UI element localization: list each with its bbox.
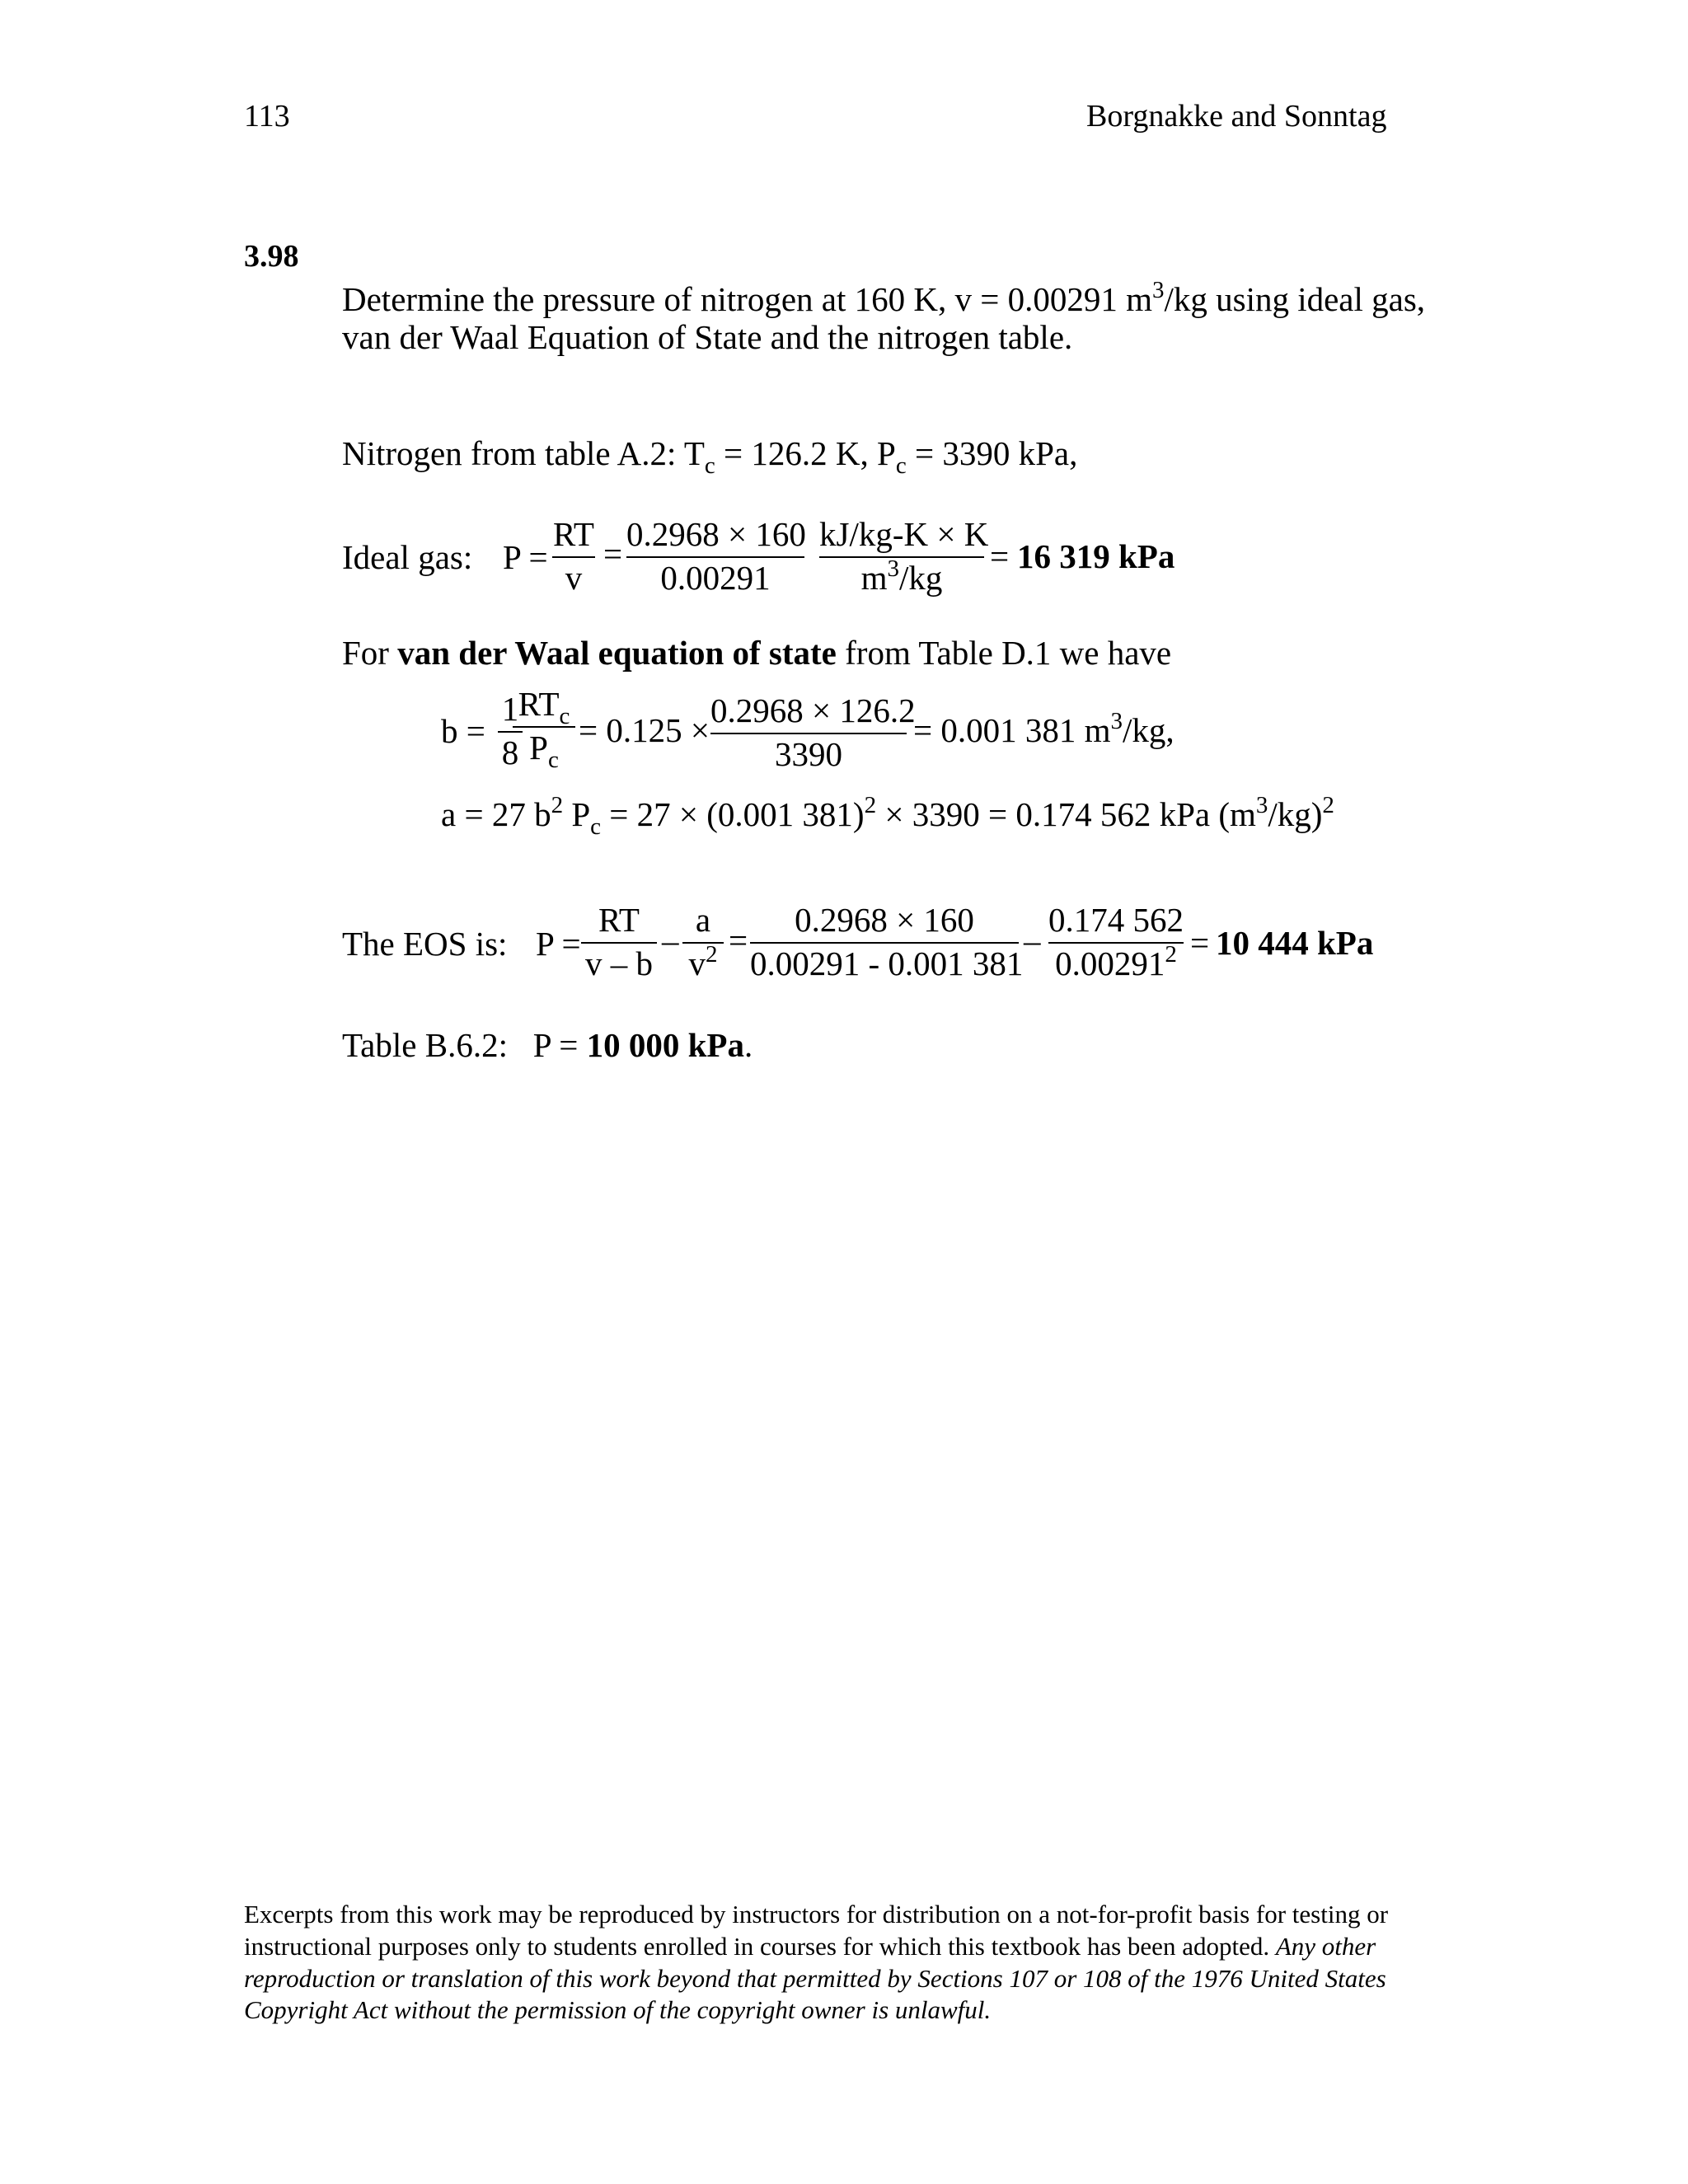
a-sup2: 2 — [864, 792, 877, 818]
ideal-gas-frac2-numerator: 0.2968 × 160 — [626, 518, 804, 558]
a-equation — [441, 792, 1334, 840]
b-lhs: b = — [441, 712, 485, 750]
b-result-a: = 0.001 381 m — [913, 711, 1111, 749]
critical-properties-line — [342, 434, 1078, 479]
pc-value: = 3390 kPa, — [906, 434, 1078, 472]
ideal-gas-frac1-denominator: v — [565, 559, 583, 597]
a-part3: = 27 × (0.001 381) — [601, 795, 865, 833]
b-frac1-numerator: 1 — [498, 692, 523, 733]
eos-minus-2: – — [1024, 921, 1041, 959]
eos-v: v — [688, 944, 706, 982]
eos-frac3-denominator: 0.00291 - 0.001 381 — [750, 944, 1024, 982]
eos-result: 10 444 kPa — [1216, 924, 1374, 962]
a-part4: × 3390 = 0.174 562 kPa (m — [876, 795, 1256, 833]
vdw-intro — [342, 636, 1171, 670]
b-result-exponent: 3 — [1110, 708, 1123, 734]
table-b62-label: Table B.6.2: — [342, 1026, 508, 1064]
eos-p-equals: P = — [536, 925, 581, 963]
vdw-intro-b: from Table D.1 we have — [836, 634, 1172, 672]
table-b62-line — [342, 1026, 753, 1064]
running-header-authors: Borgnakke and Sonntag — [1086, 99, 1387, 134]
statement-exponent: 3 — [1151, 277, 1165, 303]
vdw-intro-a: For — [342, 634, 398, 672]
eos-frac4-denominator — [1048, 941, 1184, 982]
b-frac2-denominator — [513, 728, 575, 773]
b-rt: RT — [518, 685, 560, 723]
eos-frac4-exponent: 2 — [1165, 941, 1177, 968]
a-part1: a = 27 b — [441, 795, 551, 833]
ideal-gas-p-equals: P = — [503, 538, 548, 576]
a-part2: P — [563, 795, 591, 833]
a-sup1: 2 — [551, 792, 564, 818]
vdw-intro-bold: van der Waal equation of state — [397, 634, 837, 672]
eos-frac4-base: 0.00291 — [1055, 944, 1165, 982]
a-sub1: c — [590, 813, 602, 840]
problem-statement-line-2: van der Waal Equation of State and the nitrogen table. — [342, 318, 1073, 356]
eos-equals: = — [729, 921, 748, 959]
table-b62-period: . — [743, 1026, 753, 1064]
ideal-gas-units-fraction — [819, 515, 989, 597]
eos-v-exponent: 2 — [706, 941, 718, 968]
page-number: 113 — [244, 99, 290, 134]
ideal-gas-frac3-numerator: kJ/kg-K × K — [819, 518, 984, 558]
ideal-gas-rt-over-v — [552, 515, 595, 597]
eos-frac4-numerator: 0.174 562 — [1048, 903, 1184, 944]
table-b62-value: 10 000 kPa — [586, 1026, 744, 1064]
b-rt-subscript: c — [559, 703, 570, 729]
eos-result-equals: = — [1190, 924, 1210, 962]
critical-prefix: Nitrogen from table A.2: T — [342, 434, 705, 472]
units-per-kg: /kg — [899, 559, 943, 597]
b-frac3-numerator: 0.2968 × 126.2 — [710, 694, 907, 734]
copyright-footer — [244, 1899, 1439, 2027]
b-frac3-denominator: 3390 — [775, 735, 842, 773]
ideal-gas-frac2-denominator: 0.00291 — [660, 559, 771, 597]
units-m: m — [860, 559, 888, 597]
b-numeric-fraction — [710, 691, 916, 773]
statement-text-a: Determine the pressure of nitrogen at 160 K, v = 0.00291 m — [342, 280, 1152, 318]
ideal-gas-frac1-numerator: RT — [552, 518, 595, 558]
eos-minus-1: – — [662, 921, 679, 959]
tc-subscript: c — [704, 452, 715, 479]
ideal-gas-numeric-fraction — [626, 515, 806, 597]
b-p: P — [529, 729, 548, 766]
ideal-gas-frac3-denominator — [819, 555, 984, 597]
eos-a-over-v2 — [682, 903, 724, 981]
eos-frac1-numerator: RT — [581, 903, 657, 944]
eos-numeric-fraction-2 — [1048, 903, 1184, 981]
ideal-gas-label: Ideal gas: — [342, 538, 473, 576]
eos-numeric-fraction-1 — [750, 901, 1024, 982]
tc-value: = 126.2 K, P — [715, 434, 896, 472]
b-p-subscript: c — [547, 747, 559, 773]
eos-frac1-denominator: v – b — [585, 944, 653, 982]
units-exponent: 3 — [887, 555, 899, 582]
eos-label: The EOS is: — [342, 925, 508, 963]
problem-statement-line-1 — [342, 277, 1426, 318]
b-result-b: /kg, — [1123, 711, 1175, 749]
ideal-gas-result-equals: = — [990, 537, 1010, 575]
b-result — [913, 708, 1175, 749]
a-sup4: 2 — [1322, 792, 1334, 818]
statement-text-b: /kg using ideal gas, — [1164, 280, 1426, 318]
b-middle: = 0.125 × — [579, 711, 710, 749]
b-frac1-denominator: 8 — [501, 733, 519, 771]
ideal-gas-result: 16 319 kPa — [1017, 537, 1175, 575]
table-b62-p-equals: P = — [532, 1026, 579, 1064]
a-sup3: 3 — [1255, 792, 1268, 818]
b-frac2-numerator — [513, 687, 575, 728]
eos-frac2-denominator — [682, 941, 724, 982]
eos-rt-over-v-minus-b — [581, 903, 657, 981]
eos-frac2-numerator: a — [682, 903, 724, 944]
pc-subscript: c — [895, 452, 907, 479]
eos-frac3-numerator: 0.2968 × 160 — [750, 903, 1019, 944]
a-part5: /kg) — [1268, 795, 1323, 833]
footer-normal-text: Excerpts from this work may be reproduced by instructors for distribution on a not-for-profit basis for testing or instructional purposes only to students enrolled in courses for which this textbook has been adopted. — [244, 1900, 1389, 1961]
ideal-gas-equals: = — [603, 535, 623, 573]
footer-italic-text: Any other reproduction or translation of this work beyond that permitted by Sections 107 or 108 of the 1976 United States Copyright Act without the permission of the copyright owner is unlawful. — [244, 1931, 1386, 2025]
problem-number: 3.98 — [244, 239, 299, 274]
b-rtc-over-pc — [513, 685, 575, 773]
